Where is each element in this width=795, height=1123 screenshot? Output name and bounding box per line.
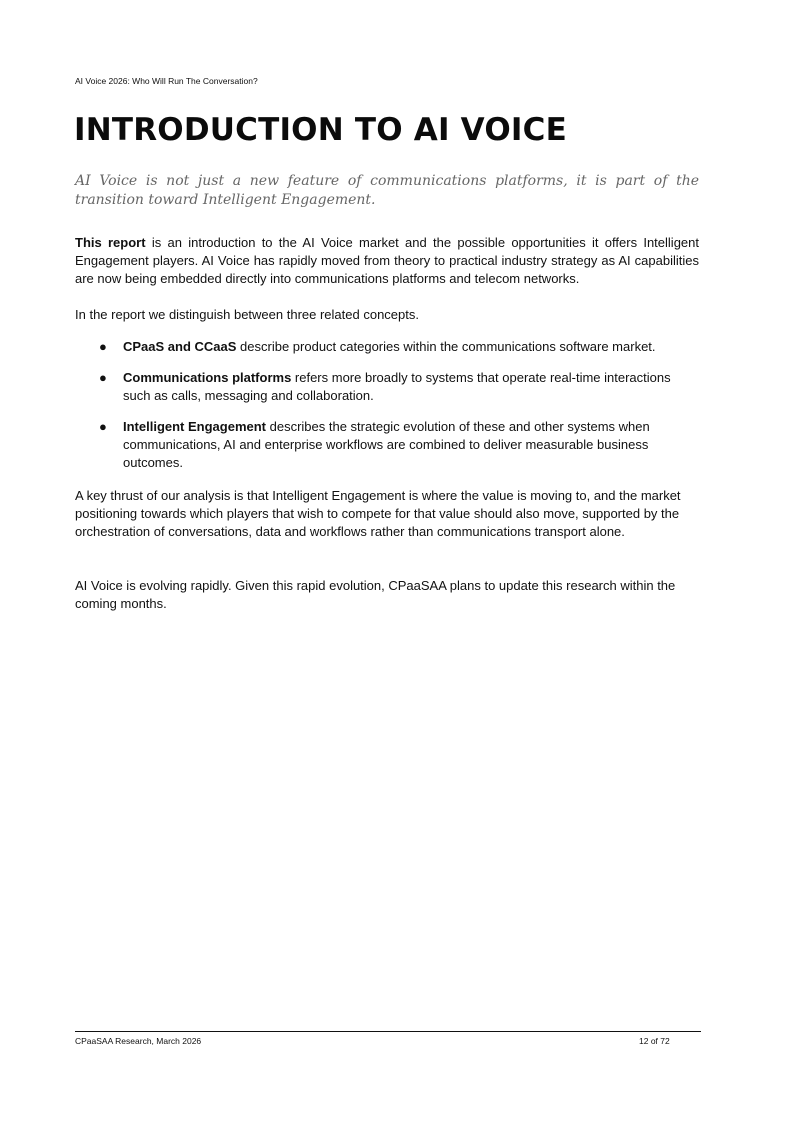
footer-source: CPaaSAA Research, March 2026	[75, 1036, 202, 1046]
concepts-intro-paragraph	[75, 306, 699, 324]
analysis-paragraph	[75, 487, 699, 541]
list-item	[75, 418, 699, 472]
bullet-term: CPaaS and CCaaS	[123, 339, 237, 354]
intro-bold-term: This report	[75, 235, 146, 250]
bullet-term: Intelligent Engagement	[123, 419, 267, 434]
update-paragraph	[75, 577, 699, 613]
bullet-icon: ●	[99, 370, 107, 385]
concepts-list	[75, 338, 699, 485]
bullet-icon: ●	[99, 419, 107, 434]
page-title: INTRODUCTION TO AI VOICE	[74, 112, 567, 148]
analysis-text: A key thrust of our analysis is that Intelligent Engagement is where the value is moving to, and the market positioning towards which players that wish to compete for that value should also move, supported by the orchestration of conversations, data and workflows rather than communications transport alone.	[75, 488, 681, 539]
running-header: AI Voice 2026: Who Will Run The Conversation?	[75, 76, 258, 86]
lead-paragraph: AI Voice is not just a new feature of communications platforms, it is part of the transition toward Intelligent Engagement.	[75, 173, 699, 208]
bullet-text: describe product categories within the communications software market.	[236, 339, 656, 354]
concepts-intro-text: In the report we distinguish between three related concepts.	[75, 307, 419, 322]
bullet-icon: ●	[99, 339, 107, 354]
list-item	[75, 369, 699, 405]
bullet-text: refers more broadly to systems that operate real-time interactions such as calls, messaging and collaboration.	[123, 370, 671, 403]
intro-paragraph	[75, 234, 699, 288]
footer-divider	[75, 1031, 701, 1032]
update-text: AI Voice is evolving rapidly. Given this rapid evolution, CPaaSAA plans to update this research within the coming months.	[75, 578, 676, 611]
list-item	[75, 338, 699, 356]
bullet-text: describes the strategic evolution of these and other systems when communications, AI and enterprise workflows are combined to deliver measurable business outcomes.	[123, 419, 650, 470]
bullet-term: Communications platforms	[123, 370, 292, 385]
page-number: 12 of 72	[639, 1036, 670, 1046]
intro-text: is an introduction to the AI Voice market and the possible opportunities it offers Intelligent Engagement players. AI Voice has rapidly moved from theory to practical industry strategy as AI capabilities are now being embedded directly into communications platforms and telecom networks.	[75, 235, 699, 286]
